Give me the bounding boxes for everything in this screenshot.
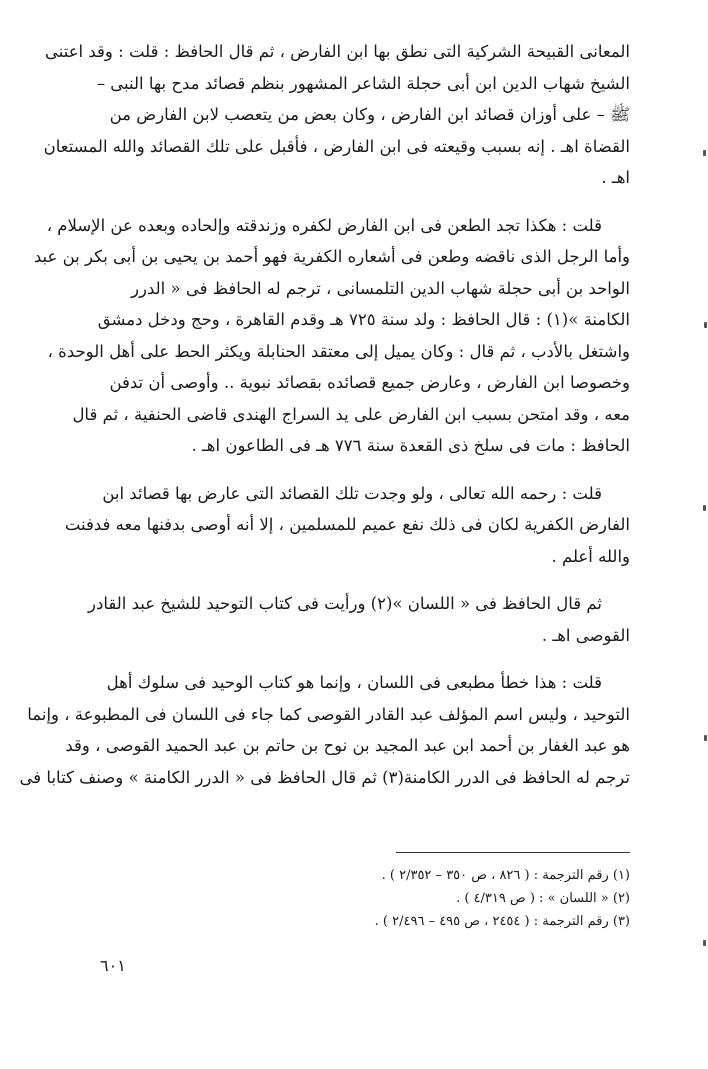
footnotes bbox=[62, 864, 630, 933]
text-line: واشتغل بالأدب ، ثم قال : وكان يميل إلى معتقد الحنابلة ويكثر الحط على أهل الوحدة ، bbox=[47, 341, 630, 361]
text-line: والله أعلم . bbox=[551, 546, 630, 566]
text-line: الكامنة »(١) : قال الحافظ : ولد سنة ٧٢٥ هـ وقدم القاهرة ، وحج ودخل دمشق bbox=[97, 310, 630, 329]
paragraph-1 bbox=[43, 36, 630, 194]
scan-mark bbox=[703, 940, 706, 946]
text-line: الحافظ : مات فى سلخ ذى القعدة سنة ٧٧٦ هـ فى الطاعون اهـ . bbox=[191, 436, 630, 455]
text-line: القوصى اهـ . bbox=[541, 625, 630, 645]
paragraph-2 bbox=[33, 210, 630, 462]
text-line: ترجم له الحافظ فى الدرر الكامنة(٣) ثم قال الحافظ فى « الدرر الكامنة » وصنف كتابا فى bbox=[19, 767, 630, 787]
text-line: اهـ . bbox=[601, 168, 630, 187]
text-line: الشيخ شهاب الدين ابن أبى حجلة الشاعر المشهور بنظم قصائد مدح بها النبى – bbox=[96, 73, 630, 93]
text-line: معه ، وقد امتحن بسبب ابن الفارض على يد السراج الهندى قاضى الحنفية ، ثم قال bbox=[72, 404, 630, 424]
text-line: ﷺ – على أوزان قصائد ابن الفارض ، وكان بعض من يتعصب لابن الفارض من bbox=[109, 105, 630, 124]
scan-mark bbox=[703, 505, 706, 511]
page-number: ٦٠١ bbox=[100, 956, 126, 975]
footnote-2: (٢) « اللسان » : ( ص ٤/٣١٩ ) . bbox=[456, 891, 630, 906]
footnote-3: (٣) رقم الترجمة : ( ٢٤٥٤ ، ص ٤٩٥ – ٢/٤٩٦ ) . bbox=[374, 914, 630, 929]
page-body bbox=[19, 36, 630, 809]
scan-mark bbox=[703, 150, 706, 156]
scan-mark bbox=[704, 735, 707, 741]
text-line: التوحيد ، وليس اسم المؤلف عبد القادر القوصى كما جاء فى اللسان فى المطبوعة ، وإنما bbox=[27, 704, 630, 724]
text-line: القضاة اهـ . إنه بسبب وقيعته فى ابن الفارض ، فأقبل على تلك القصائد والله المستعان bbox=[43, 136, 630, 156]
paragraph-4 bbox=[62, 588, 630, 651]
footnote-1: (١) رقم الترجمة : ( ٨٢٦ ، ص ٣٥٠ – ٢/٣٥٢ ) . bbox=[381, 868, 630, 883]
footnote-divider bbox=[396, 852, 630, 853]
paragraph-5 bbox=[19, 667, 630, 793]
paragraph-3 bbox=[62, 478, 630, 573]
text-line: الفارض الكفرية لكان فى ذلك نفع عميم للمسلمين ، إلا أنه أوصى بدفنها معه فدفنت bbox=[64, 515, 630, 534]
text-line: وخصوصا ابن الفارض ، وعارض جميع قصائده بقصائد نبوية .. وأوصى أن تدفن bbox=[109, 373, 630, 392]
text-line: قلت : هذا خطأ مطبعى فى اللسان ، وإنما هو كتاب الوحيد فى سلوك أهل bbox=[106, 673, 602, 692]
text-line: وأما الرجل الذى ناقضه وطعن فى أشعاره الكفرية فهو أحمد بن يحيى بن أبى بكر بن عبد bbox=[33, 247, 630, 266]
scan-mark bbox=[704, 322, 707, 328]
text-line: قلت : رحمه الله تعالى ، ولو وجدت تلك القصائد التى عارض بها قصائد ابن bbox=[102, 483, 602, 503]
text-line: هو عبد الغفار بن أحمد ابن عبد المجيد بن نوح بن حاتم بن عبد الحميد القوصى ، وقد bbox=[65, 736, 630, 755]
text-line: قلت : هكذا تجد الطعن فى ابن الفارض لكفره وزندقته وإلحاده وبعده عن الإسلام ، bbox=[46, 215, 602, 235]
text-line: الواحد بن أبى حجلة شهاب الدين التلمسانى ، ترجم له الحافظ فى « الدرر bbox=[131, 278, 630, 298]
text-line: المعانى القبيحة الشركية التى نطق بها ابن الفارض ، ثم قال الحافظ : قلت : وقد اعتنى bbox=[45, 42, 630, 61]
text-line: ثم قال الحافظ فى « اللسان »(٢) ورأيت فى كتاب التوحيد للشيخ عبد القادر bbox=[88, 594, 602, 613]
